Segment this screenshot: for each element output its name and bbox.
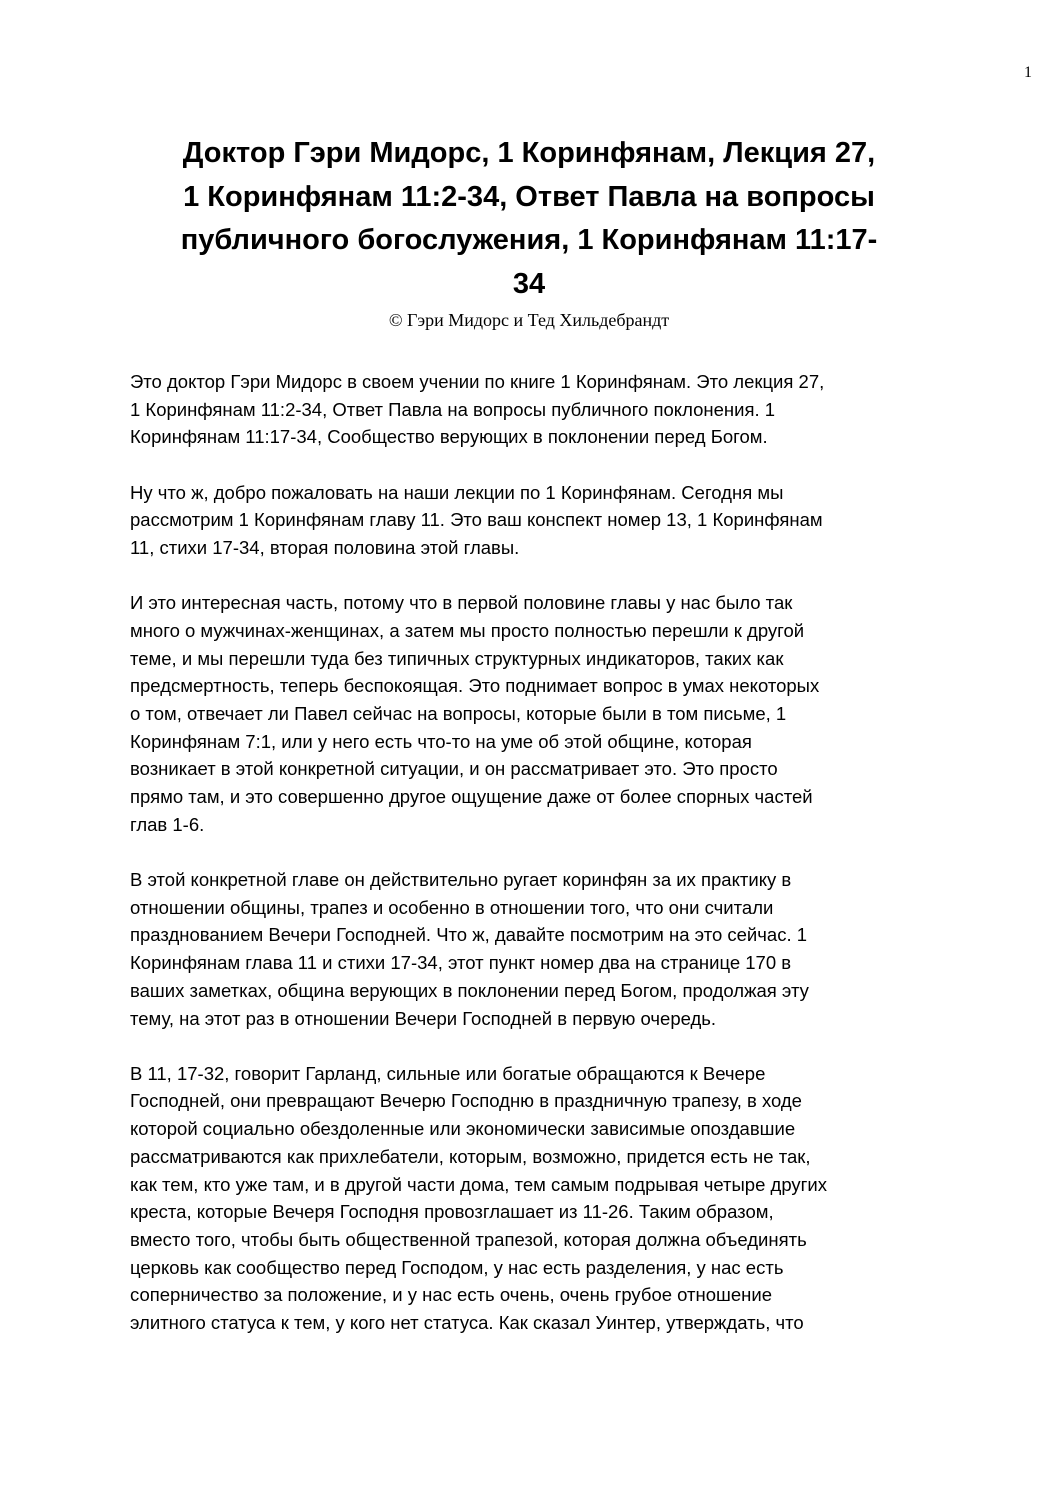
page-number: 1 <box>1024 64 1032 81</box>
text-line: рассматриваются как прихлебатели, которым, возможно, придется есть не так, <box>130 1145 811 1167</box>
paragraph <box>130 589 827 838</box>
text-line: церковь как сообщество перед Господом, у нас есть разделения, у нас есть <box>130 1256 784 1278</box>
text-line: Это доктор Гэри Мидорс в своем учении по книге 1 Коринфянам. Это лекция 27, <box>130 371 825 392</box>
text-line: Коринфянам глава 11 и стихи 17-34, этот пункт номер два на странице 170 в <box>130 952 792 974</box>
text-line: креста, которые Вечеря Господня провозглашает из 11-26. Таким образом, <box>130 1201 774 1223</box>
text-line: Коринфянам 7:1, или у него есть что-то на уме об этой общине, которая <box>130 730 752 752</box>
text-line: как тем, кто уже там, и в другой части дома, тем самым подрывая четыре других <box>130 1173 827 1195</box>
text-line: Ну что ж, добро пожаловать на наши лекции по 1 Коринфянам. Сегодня мы <box>130 481 784 503</box>
paragraph <box>130 1060 827 1337</box>
paragraph <box>130 368 827 451</box>
document-title <box>0 132 1058 306</box>
text-line: много о мужчинах-женщинах, а затем мы просто полностью перешли к другой <box>130 619 805 641</box>
text-line: теме, и мы перешли туда без типичных структурных индикаторов, таких как <box>130 647 784 669</box>
title-line: 1 Коринфянам 11:2-34, Ответ Павла на вопросы <box>183 180 875 213</box>
text-line: элитного статуса к тем, у кого нет статуса. Как сказал Уинтер, утверждать, что <box>130 1312 804 1334</box>
copyright-line: © Гэри Мидорс и Тед Хильдебрандт <box>388 310 670 330</box>
text-line: 11, стихи 17-34, вторая половина этой главы. <box>130 537 520 559</box>
text-line: рассмотрим 1 Коринфянам главу 11. Это ваш конспект номер 13, 1 Коринфянам <box>130 509 823 531</box>
title-line: Доктор Гэри Мидорс, 1 Коринфянам, Лекция 27, <box>182 137 876 169</box>
text-line: о том, отвечает ли Павел сейчас на вопросы, которые были в том письме, 1 <box>130 703 787 725</box>
text-line: которой социально обездоленные или экономически зависимые опоздавшие <box>130 1118 796 1140</box>
text-line: вместо того, чтобы быть общественной трапезой, которая должна объединять <box>130 1228 807 1250</box>
document-body <box>130 368 827 1364</box>
text-line: В этой конкретной главе он действительно ругает коринфян за их практику в <box>130 869 792 891</box>
text-line: тему, на этот раз в отношении Вечери Господней в первую очередь. <box>130 1007 717 1029</box>
text-line: 1 Коринфянам 11:2-34, Ответ Павла на вопросы публичного поклонения. 1 <box>130 398 776 420</box>
text-line: отношении общины, трапез и особенно в отношении того, что они считали <box>130 896 774 918</box>
paragraph <box>130 866 827 1032</box>
text-line: Господней, они превращают Вечерю Господню в праздничную трапезу, в ходе <box>130 1090 802 1112</box>
title-line: 34 <box>512 267 546 300</box>
text-line: празднованием Вечери Господней. Что ж, давайте посмотрим на это сейчас. 1 <box>130 924 808 946</box>
text-line: предсмертность, теперь беспокоящая. Это поднимает вопрос в умах некоторых <box>130 675 820 697</box>
text-line: И это интересная часть, потому что в первой половине главы у нас было так <box>130 592 793 614</box>
text-line: прямо там, и это совершенно другое ощущение даже от более спорных частей <box>130 786 813 808</box>
text-line: соперничество за положение, и у нас есть очень, очень грубое отношение <box>130 1284 772 1306</box>
text-line: Коринфянам 11:17-34, Сообщество верующих в поклонении перед Богом. <box>130 426 768 448</box>
text-line: возникает в этой конкретной ситуации, и он рассматривает это. Это просто <box>130 758 778 780</box>
paragraph <box>130 479 827 562</box>
text-line: В 11, 17-32, говорит Гарланд, сильные или богатые обращаются к Вечере <box>130 1062 766 1084</box>
text-line: ваших заметках, община верующих в поклонении перед Богом, продолжая эту <box>130 979 809 1001</box>
title-line: публичного богослужения, 1 Коринфянам 11:17- <box>180 224 878 256</box>
text-line: глав 1-6. <box>130 813 205 835</box>
